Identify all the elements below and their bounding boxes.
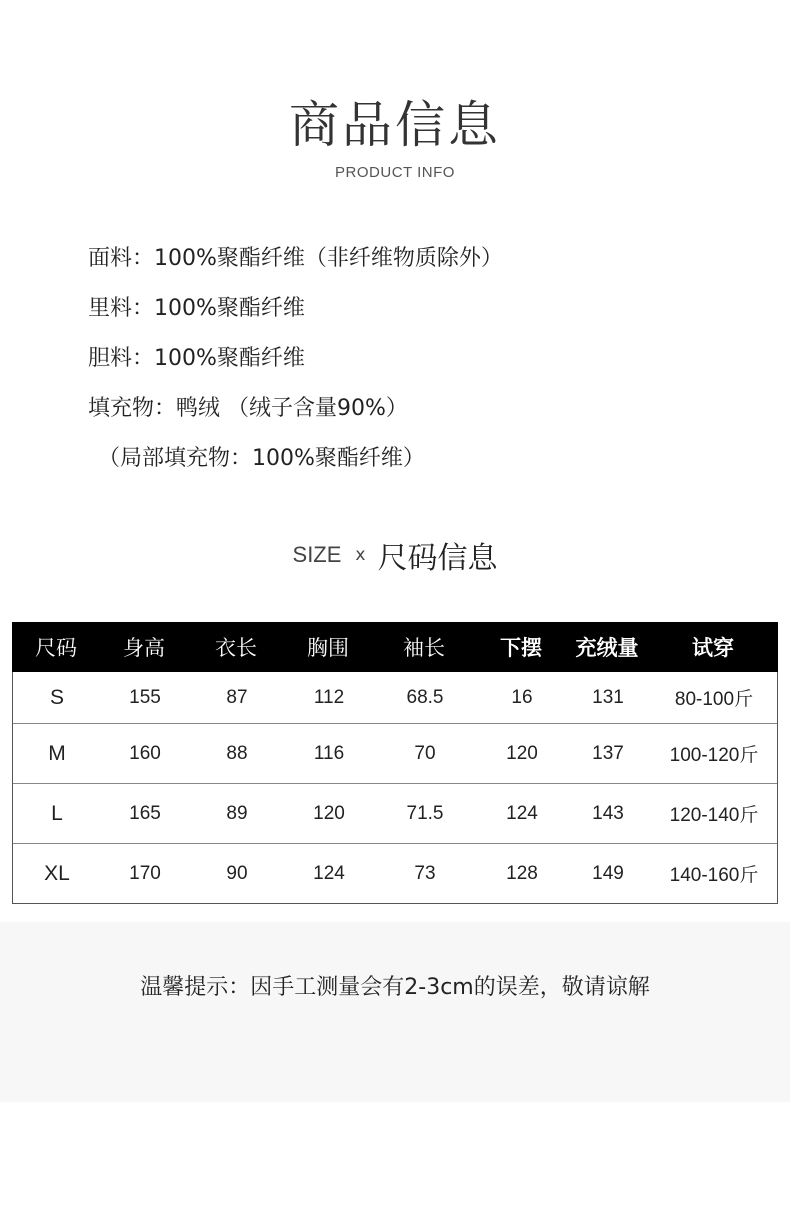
cell-height: 155 [129, 686, 161, 708]
header-size: 尺码 [35, 636, 77, 660]
cell-fill-weight: 143 [592, 802, 624, 824]
cell-size: XL [44, 861, 70, 885]
cell-fill-weight: 149 [592, 862, 624, 884]
header-length: 衣长 [215, 636, 257, 660]
cell-fit: 80-100斤 [674, 689, 754, 710]
header-chest: 胸围 [307, 636, 349, 660]
material-list [88, 240, 768, 490]
cell-length: 89 [226, 802, 248, 824]
cell-height: 160 [129, 742, 161, 764]
page-title: 商品信息 [289, 96, 501, 154]
cell-sleeve: 68.5 [406, 686, 444, 708]
size-heading-cn: 尺码信息 [377, 541, 498, 576]
table-row [13, 843, 777, 903]
size-heading-separator: x [355, 545, 366, 565]
cell-hem: 16 [511, 686, 533, 708]
material-liner: 胆料：100%聚酯纤维 [88, 346, 305, 371]
cell-fit: 100-120斤 [669, 745, 759, 766]
page-subtitle: PRODUCT INFO [335, 164, 455, 181]
header-sleeve: 袖长 [403, 636, 445, 660]
cell-length: 87 [226, 686, 248, 708]
table-row [13, 672, 777, 723]
cell-fill-weight: 131 [592, 686, 624, 708]
table-body [12, 672, 778, 904]
cell-chest: 116 [313, 742, 345, 764]
cell-size: L [51, 801, 63, 825]
header-fit: 试穿 [692, 636, 734, 660]
cell-fit: 120-140斤 [669, 805, 759, 826]
header-height: 身高 [123, 636, 165, 660]
cell-length: 90 [226, 862, 248, 884]
cell-height: 170 [129, 862, 161, 884]
cell-chest: 112 [313, 686, 345, 708]
material-shell: 面料：100%聚酯纤维（非纤维物质除外） [88, 246, 503, 271]
table-row [13, 783, 777, 843]
material-partial-filling: （局部填充物：100%聚酯纤维） [98, 446, 425, 471]
header-fill-weight: 充绒量 [575, 636, 639, 660]
cell-fit: 140-160斤 [669, 865, 759, 886]
cell-sleeve: 73 [414, 862, 436, 884]
size-heading-en: SIZE [292, 542, 342, 567]
measurement-note-box [0, 922, 790, 1102]
cell-hem: 120 [506, 742, 538, 764]
cell-height: 165 [129, 802, 161, 824]
material-filling: 填充物：鸭绒 （绒子含量90%） [88, 396, 408, 421]
size-section-heading [0, 533, 790, 577]
cell-sleeve: 70 [414, 742, 436, 764]
header-hem: 下摆 [500, 636, 542, 660]
cell-size: S [49, 685, 64, 709]
material-lining: 里料：100%聚酯纤维 [88, 296, 305, 321]
cell-fill-weight: 137 [592, 742, 624, 764]
cell-size: M [48, 741, 66, 765]
cell-chest: 120 [313, 802, 345, 824]
measurement-note: 温馨提示：因手工测量会有2-3cm的误差，敬请谅解 [140, 975, 650, 1000]
table-row [13, 723, 777, 783]
cell-sleeve: 71.5 [406, 802, 444, 824]
cell-chest: 124 [313, 862, 345, 884]
cell-length: 88 [226, 742, 248, 764]
cell-hem: 124 [506, 802, 538, 824]
table-header-row [12, 622, 778, 672]
size-table [12, 622, 778, 904]
product-info-header [0, 92, 790, 181]
cell-hem: 128 [506, 862, 538, 884]
